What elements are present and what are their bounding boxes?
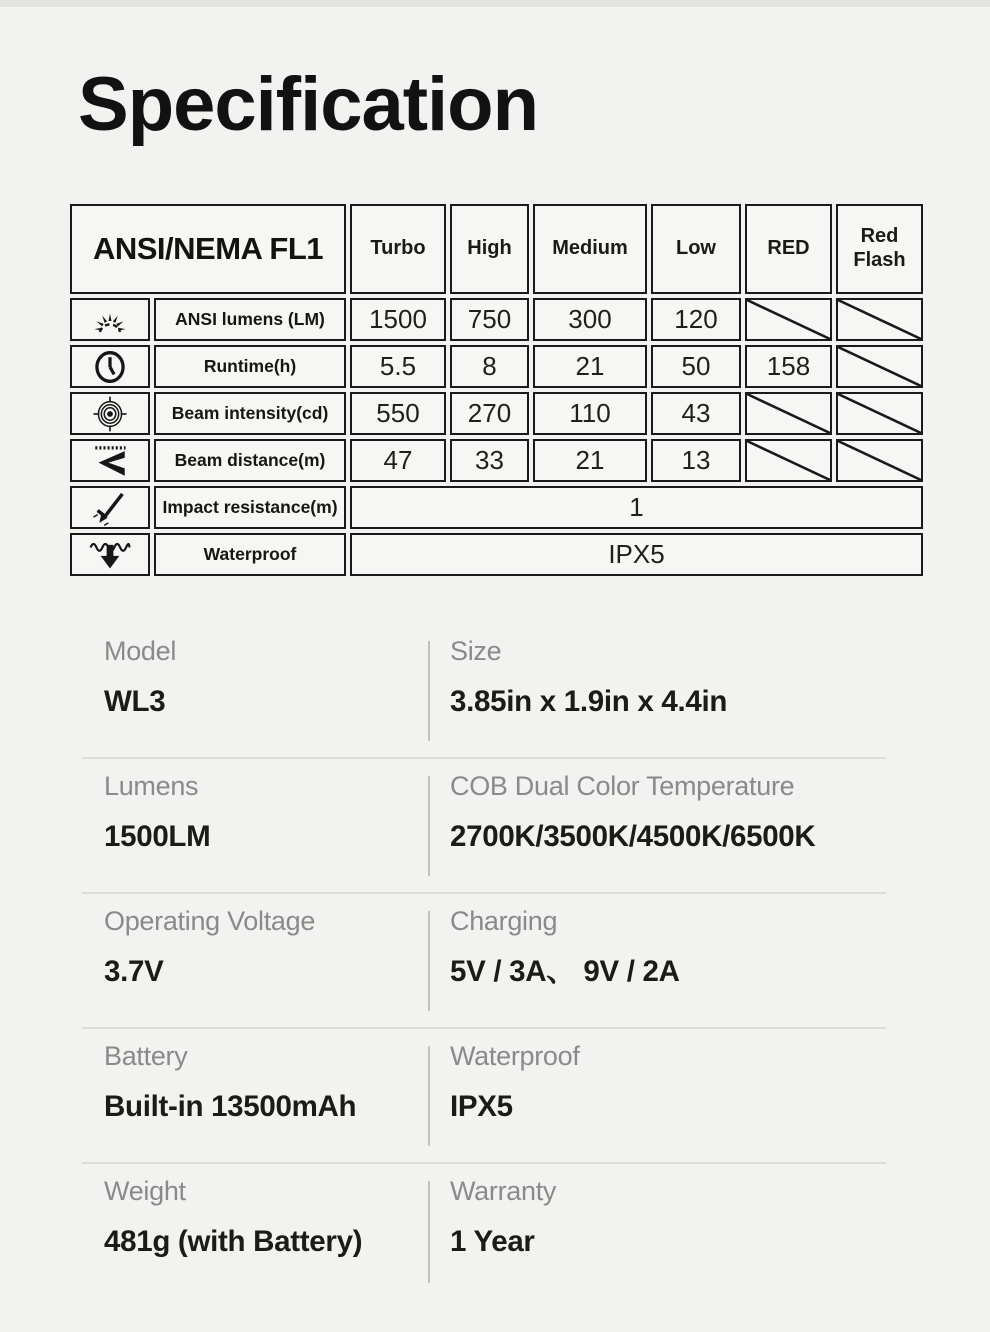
na-slash (745, 392, 832, 435)
intensity-medium: 110 (533, 392, 647, 435)
distance-low: 13 (651, 439, 741, 482)
lumens-high: 750 (450, 298, 529, 341)
spec-label: Weight (104, 1176, 186, 1206)
spec-label: COB Dual Color Temperature (450, 771, 795, 801)
row-label: Beam intensity(cd) (154, 392, 346, 435)
runtime-medium: 21 (533, 345, 647, 388)
mode-header-red: RED (745, 204, 832, 294)
spec-charging (428, 907, 886, 1027)
spec-row-battery-waterproof (82, 1029, 886, 1164)
table-header-row (70, 204, 923, 294)
spec-battery (82, 1042, 428, 1162)
table-row-impact (70, 486, 923, 529)
spec-value: 481g (with Battery) (104, 1224, 363, 1258)
impact-value: 1 (350, 486, 923, 529)
spec-value: 1500LM (104, 819, 211, 853)
spec-model (82, 637, 428, 757)
page-title: Specification (78, 62, 538, 147)
na-slash (836, 392, 923, 435)
table-row-lumens (70, 298, 923, 341)
beam-distance-icon (70, 439, 150, 482)
spec-label: Warranty (450, 1176, 557, 1206)
na-slash (836, 298, 923, 341)
runtime-turbo: 5.5 (350, 345, 446, 388)
impact-icon (70, 486, 150, 529)
row-label: Beam distance(m) (154, 439, 346, 482)
mode-header-red-flash: Red Flash (836, 204, 923, 294)
table-title: ANSI/NEMA FL1 (70, 204, 346, 294)
spec-operating-voltage (82, 907, 428, 1027)
spec-label: Size (450, 636, 502, 666)
spec-weight (82, 1177, 428, 1299)
spec-value: 3.7V (104, 954, 164, 988)
mode-header-low: Low (651, 204, 741, 294)
spec-label: Waterproof (450, 1041, 580, 1071)
spec-cob-color-temperature (428, 772, 886, 892)
spec-warranty (428, 1177, 886, 1299)
spec-label: Battery (104, 1041, 188, 1071)
distance-medium: 21 (533, 439, 647, 482)
row-label: ANSI lumens (LM) (154, 298, 346, 341)
table-row-waterproof (70, 533, 923, 576)
spec-label: Model (104, 636, 177, 666)
sun-icon (70, 298, 150, 341)
mode-header-medium: Medium (533, 204, 647, 294)
row-label: Impact resistance(m) (154, 486, 346, 529)
spec-value: 1 Year (450, 1224, 535, 1258)
lumens-medium: 300 (533, 298, 647, 341)
waterproof-value: IPX5 (350, 533, 923, 576)
intensity-low: 43 (651, 392, 741, 435)
na-slash (745, 298, 832, 341)
na-slash (836, 439, 923, 482)
spec-size (428, 637, 886, 757)
spec-row-lumens-cob (82, 759, 886, 894)
target-icon (70, 392, 150, 435)
runtime-high: 8 (450, 345, 529, 388)
na-slash (745, 439, 832, 482)
spec-value: 3.85in x 1.9in x 4.4in (450, 684, 728, 718)
distance-turbo: 47 (350, 439, 446, 482)
table-row-runtime (70, 345, 923, 388)
intensity-high: 270 (450, 392, 529, 435)
spec-lumens (82, 772, 428, 892)
lumens-low: 120 (651, 298, 741, 341)
spec-value: 2700K/3500K/4500K/6500K (450, 819, 816, 853)
spec-label: Charging (450, 906, 558, 936)
top-strip (0, 0, 990, 7)
runtime-low: 50 (651, 345, 741, 388)
spec-value: WL3 (104, 684, 166, 718)
runtime-red: 158 (745, 345, 832, 388)
table-row-beam-distance (70, 439, 923, 482)
intensity-turbo: 550 (350, 392, 446, 435)
row-label: Waterproof (154, 533, 346, 576)
mode-header-turbo: Turbo (350, 204, 446, 294)
table-row-beam-intensity (70, 392, 923, 435)
spec-row-weight-warranty (82, 1164, 886, 1299)
waterproof-icon (70, 533, 150, 576)
spec-value: Built-in 13500mAh (104, 1089, 357, 1123)
fl1-spec-table (66, 200, 927, 580)
spec-label: Lumens (104, 771, 199, 801)
spec-value: 5V / 3A、 9V / 2A (450, 954, 680, 988)
spec-list (82, 624, 886, 1299)
distance-high: 33 (450, 439, 529, 482)
spec-value: IPX5 (450, 1089, 513, 1123)
spec-row-voltage-charging (82, 894, 886, 1029)
spec-waterproof (428, 1042, 886, 1162)
spec-label: Operating Voltage (104, 906, 316, 936)
na-slash (836, 345, 923, 388)
lumens-turbo: 1500 (350, 298, 446, 341)
mode-header-high: High (450, 204, 529, 294)
spec-row-model-size (82, 624, 886, 759)
row-label: Runtime(h) (154, 345, 346, 388)
clock-icon (70, 345, 150, 388)
